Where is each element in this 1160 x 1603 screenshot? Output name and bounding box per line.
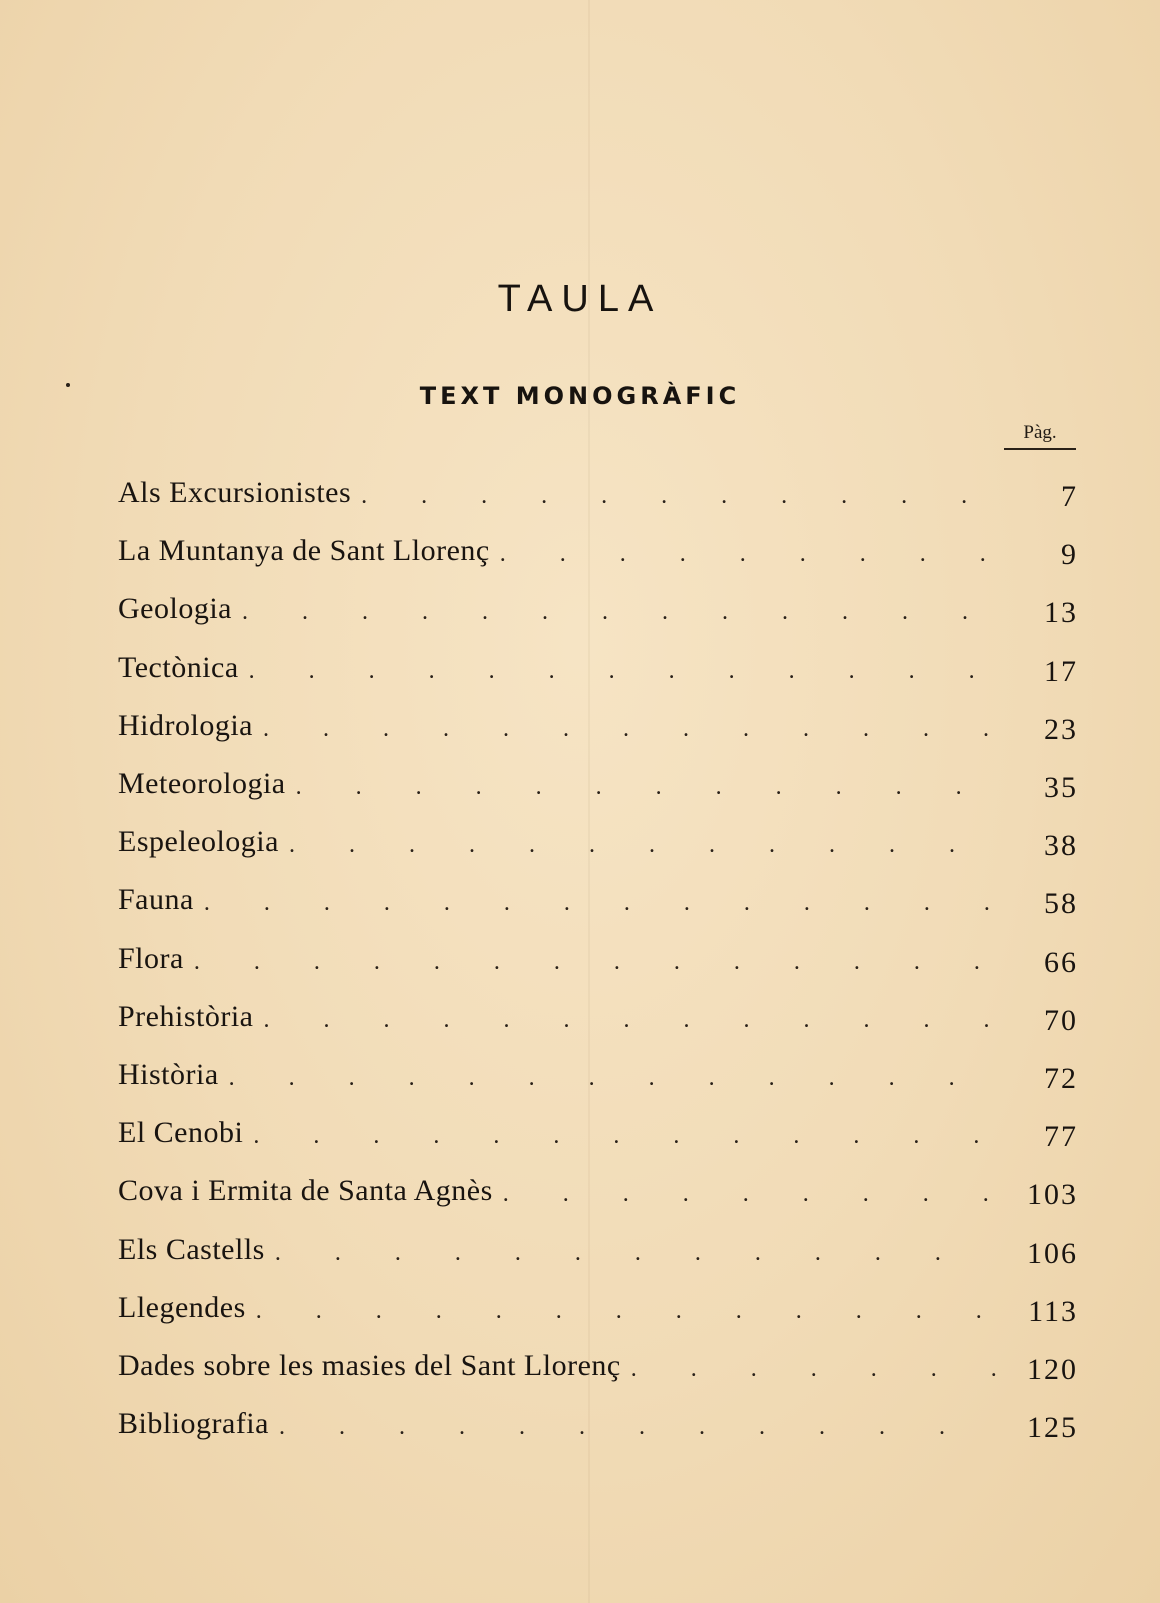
toc-entry-page: 72 [1044, 1061, 1078, 1095]
toc-entry-title: Cova i Ermita de Santa Agnès [118, 1174, 493, 1208]
toc-leader-dots [243, 1118, 996, 1148]
toc-entry-page: 38 [1044, 829, 1078, 863]
toc-entry [118, 930, 1078, 988]
toc-entry [118, 464, 1078, 522]
toc-leader-dots [493, 1176, 996, 1206]
toc-entry-title: Tectònica [118, 650, 239, 684]
table-of-contents [118, 464, 1078, 1453]
toc-leader-dots [184, 944, 996, 974]
toc-entry [118, 1104, 1078, 1162]
page-column-header: Pàg. [1004, 422, 1076, 450]
toc-entry-title: Bibliografia [118, 1407, 269, 1441]
toc-leader-dots [269, 1409, 996, 1439]
toc-leader-dots [490, 536, 996, 566]
toc-entry-page: 106 [1027, 1236, 1078, 1270]
toc-entry-title: Meteorologia [118, 767, 286, 801]
toc-entry [118, 871, 1078, 929]
toc-entry-page: 58 [1044, 887, 1078, 921]
toc-entry-page: 70 [1044, 1003, 1078, 1037]
toc-entry [118, 580, 1078, 638]
toc-entry [118, 1046, 1078, 1104]
toc-leader-dots [253, 711, 996, 741]
toc-entry [118, 697, 1078, 755]
toc-entry-title: Als Excursionistes [118, 476, 352, 510]
toc-leader-dots [621, 1351, 996, 1381]
toc-entry-page: 113 [1028, 1294, 1078, 1328]
toc-entry-title: Llegendes [118, 1290, 246, 1324]
toc-leader-dots [351, 478, 996, 508]
page-title: TAULA [497, 278, 663, 320]
toc-entry-title: La Muntanya de Sant Llorenç [118, 534, 490, 568]
toc-entry-page: 13 [1044, 596, 1078, 630]
toc-entry-page: 23 [1044, 712, 1078, 746]
toc-entry-title: Dades sobre les masies del Sant Llorenç [118, 1348, 621, 1382]
toc-entry-title: Els Castells [118, 1232, 265, 1266]
toc-entry-title: El Cenobi [118, 1116, 244, 1150]
toc-entry-title: Espeleologia [118, 825, 279, 859]
toc-entry [118, 1220, 1078, 1278]
toc-entry-page: 66 [1044, 945, 1078, 979]
toc-entry-title: Fauna [118, 883, 194, 917]
toc-leader-dots [239, 653, 996, 683]
toc-leader-dots [194, 885, 996, 915]
toc-entry-page: 77 [1044, 1120, 1078, 1154]
section-subtitle: TEXT MONOGRÀFIC [419, 382, 741, 410]
toc-entry-title: Geologia [118, 592, 232, 626]
toc-leader-dots [279, 827, 996, 857]
toc-entry-page: 103 [1027, 1178, 1078, 1212]
toc-leader-dots [219, 1060, 996, 1090]
toc-leader-dots [246, 1293, 996, 1323]
toc-leader-dots [253, 1002, 996, 1032]
toc-entry [118, 639, 1078, 697]
toc-entry [118, 1279, 1078, 1337]
toc-entry-page: 125 [1027, 1411, 1078, 1445]
toc-leader-dots [286, 769, 996, 799]
toc-entry-page: 17 [1044, 654, 1078, 688]
toc-entry-page: 120 [1027, 1352, 1078, 1386]
toc-entry-page: 35 [1044, 771, 1078, 805]
toc-entry [118, 522, 1078, 580]
toc-entry-title: Prehistòria [118, 999, 254, 1033]
toc-entry-title: Història [118, 1057, 219, 1091]
toc-entry-page: 7 [1061, 480, 1078, 514]
toc-entry [118, 1395, 1078, 1453]
toc-entry [118, 755, 1078, 813]
toc-leader-dots [265, 1235, 996, 1265]
toc-entry [118, 813, 1078, 871]
toc-entry-page: 9 [1061, 538, 1078, 572]
toc-entry-title: Flora [118, 941, 184, 975]
toc-entry [118, 988, 1078, 1046]
toc-entry-title: Hidrologia [118, 708, 253, 742]
toc-entry [118, 1337, 1078, 1395]
toc-leader-dots [232, 594, 996, 624]
toc-entry [118, 1162, 1078, 1220]
